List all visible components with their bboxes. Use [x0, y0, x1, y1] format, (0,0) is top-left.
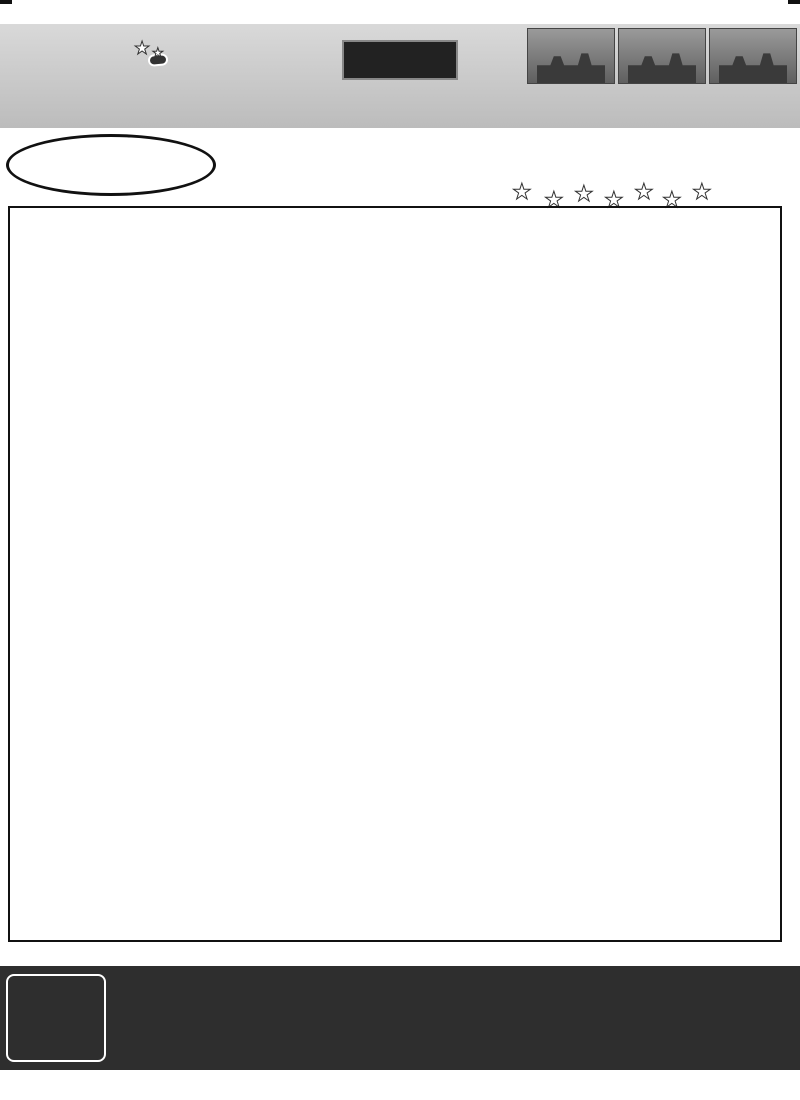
star-icon: ★	[512, 180, 532, 205]
page-footer	[8, 1078, 788, 1091]
title-row	[0, 128, 800, 213]
star-icon: ★	[152, 46, 164, 61]
route-table	[8, 206, 782, 942]
capitol-photo	[527, 28, 615, 84]
landmark-photos	[527, 28, 797, 84]
ad-tag-right	[788, 0, 800, 4]
palace-photo	[618, 28, 706, 84]
star-icon: ★	[544, 188, 564, 213]
route-category-badge	[6, 134, 216, 196]
star-icon: ★	[692, 180, 712, 205]
star-icon: ★	[574, 182, 594, 207]
star-icon: ★	[662, 188, 682, 213]
header	[0, 24, 800, 128]
star-icon: ★	[134, 38, 151, 59]
footer	[0, 966, 800, 1070]
line-badge	[342, 40, 458, 80]
footer-logo	[6, 974, 106, 1062]
ad-tag-left	[0, 0, 12, 4]
star-icon: ★	[604, 188, 624, 213]
tower-bridge-photo	[709, 28, 797, 84]
logo	[30, 32, 270, 104]
star-icon: ★	[634, 180, 654, 205]
